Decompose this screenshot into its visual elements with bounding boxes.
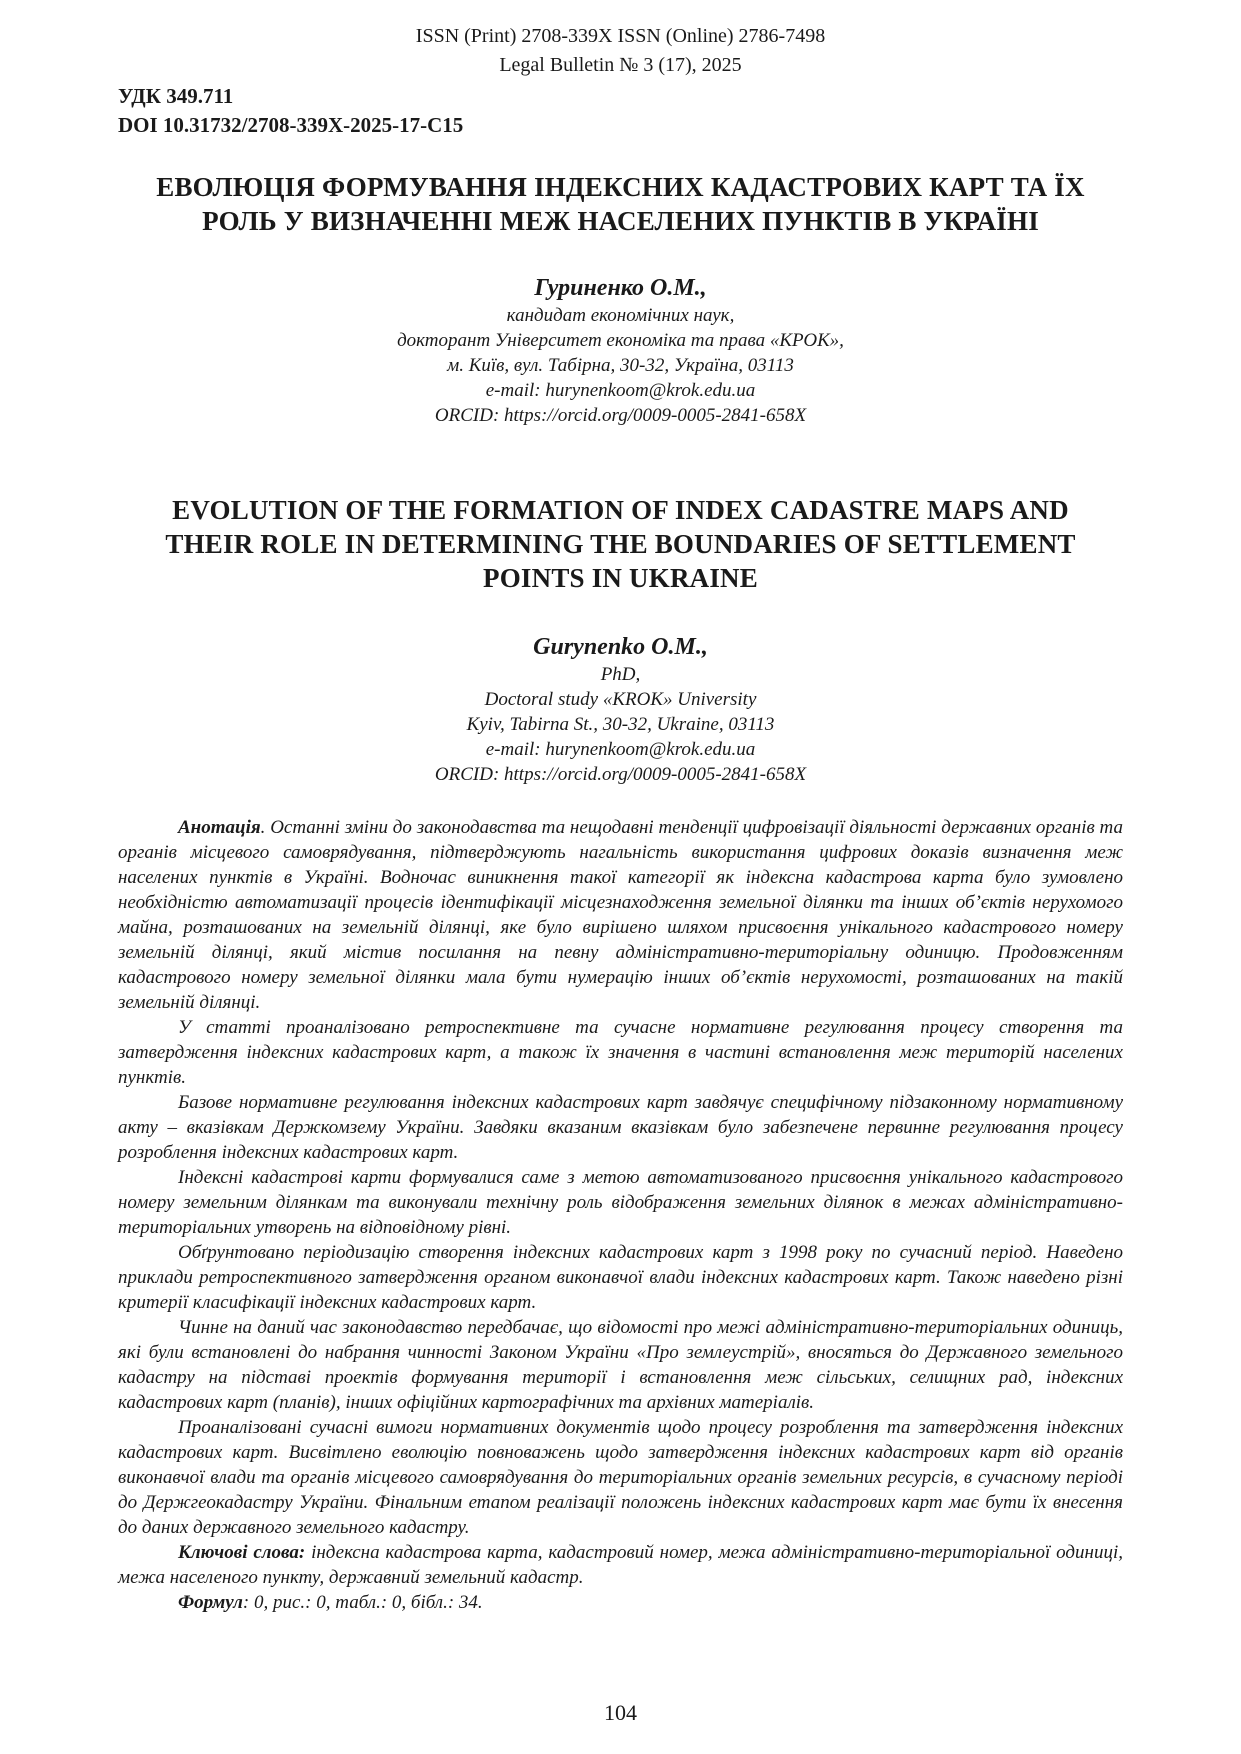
title-uk-line: РОЛЬ У ВИЗНАЧЕННІ МЕЖ НАСЕЛЕНИХ ПУНКТІВ В УКРАЇНІ	[202, 206, 1039, 236]
abstract-text: . Останні зміни до законодавства та нещодавні тенденції цифровізації діяльності державних органів та органів місцевого самоврядування, підтверджують нагальність використання цифрових доказів визначення меж населених пунктів в Україні. Водночас виникнення такої категорії як індексна кадастрова карта було зумовлено необхідністю автоматизації процесів ідентифікації місцезнаходження земельної ділянки та інших об’єктів нерухомого майна, розташованих на земельній ділянці, яке було вирішено шляхом присвоєння унікального кадастрового номеру земельній ділянці, який містив посилання на певну адміністративно-територіальну одиницю. Продовженням кадастрового номеру земельної ділянки мала бути нумерацію інших об’єктів нерухомості, розташованих на такій земельній ділянці.	[118, 817, 1123, 1013]
udk-code: УДК 349.711	[118, 84, 234, 108]
doi: DOI 10.31732/2708-339X-2025-17-C15	[118, 113, 464, 137]
author-orcid: ORCID: https://orcid.org/0009-0005-2841-658X	[434, 405, 807, 426]
abstract-paragraph: Обґрунтовано періодизацію створення індексних кадастрових карт з 1998 року по сучасний період. Наведено приклади ретроспективного затвердження органом виконавчої влади індексних кадастрових карт. Також наведено різні критерії класифікації індексних кадастрових карт.	[118, 1242, 1123, 1313]
keywords	[118, 1540, 1123, 1590]
author-email: e-mail: hurynenkoom@krok.edu.ua	[485, 739, 756, 760]
author-address: Kyiv, Tabirna St., 30-32, Ukraine, 03113	[466, 714, 775, 735]
keywords-text: індексна кадастрова карта, кадастровий номер, межа адміністративно-територіальної одиниці, межа населеного пункту, державний земельний кадастр.	[118, 1542, 1123, 1588]
title-english	[120, 493, 1121, 595]
formula-label: Формул	[178, 1592, 243, 1613]
journal-issue: Legal Bulletin № 3 (17), 2025	[499, 54, 742, 76]
abstract	[118, 815, 1123, 1615]
abstract-paragraph: У статті проаналізовано ретроспективне та сучасне нормативне регулювання процесу створення та затвердження індексних кадастрових карт, а також їх значення в частині встановлення меж територій населених пунктів.	[118, 1017, 1123, 1088]
journal-issn: ISSN (Print) 2708-339X ISSN (Online) 2786-7498	[415, 25, 826, 47]
abstract-paragraph: Чинне на даний час законодавство передбачає, що відомості про межі адміністративно-територіальних одиниць, які були встановлені до набрання чинності Законом України «Про землеустрій», вносяться до Державного земельного кадастру на підставі проектів формування території і встановлення меж сільських, селищних рад, індексних кадастрових карт (планів), інших офіційних картографічних та архівних матеріалів.	[118, 1317, 1123, 1413]
author-affiliation: докторант Університет економіка та права «КРОК»,	[397, 330, 844, 351]
author-degree: PhD,	[600, 664, 641, 685]
author-block-english	[120, 632, 1121, 787]
abstract-paragraph	[118, 815, 1123, 1015]
abstract-paragraph: Проаналізовані сучасні вимоги нормативних документів щодо процесу розроблення та затвердження індексних кадастрових карт. Висвітлено еволюцію повноважень щодо затвердження індексних кадастрових карт від органів виконавчої влади та органів місцевого самоврядування до територіальних органів земельних ресурсів, в сучасному періоді до Держгеокадастру України. Фінальним етапом реалізації положень індексних кадастрових карт має бути їх внесення до даних державного земельного кадастру.	[118, 1417, 1123, 1538]
author-address: м. Київ, вул. Табірна, 30-32, Україна, 03113	[447, 355, 794, 376]
author-name: Gurynenko O.M.,	[533, 634, 708, 660]
abstract-paragraph: Індексні кадастрові карти формувалися саме з метою автоматизованого присвоєння унікального кадастрового номеру земельним ділянкам та виконували технічну роль відображення земельних ділянок в межах адміністративно-територіальних утворень на відповідному рівні.	[118, 1167, 1123, 1238]
abstract-paragraph: Базове нормативне регулювання індексних кадастрових карт завдячує специфічному підзаконному нормативному акту – вказівкам Держкомзему України. Завдяки вказаним вказівкам було забезпечене первинне регулювання процесу розроблення індексних кадастрових карт.	[118, 1092, 1123, 1163]
title-en-line: THEIR ROLE IN DETERMINING THE BOUNDARIES OF SETTLEMENT	[165, 529, 1076, 559]
title-ukrainian	[120, 170, 1121, 238]
title-en-line: POINTS IN UKRAINE	[483, 563, 758, 593]
title-en-line: EVOLUTION OF THE FORMATION OF INDEX CADASTRE MAPS AND	[172, 495, 1069, 525]
title-uk-line: ЕВОЛЮЦІЯ ФОРМУВАННЯ ІНДЕКСНИХ КАДАСТРОВИХ КАРТ ТА ЇХ	[156, 172, 1085, 202]
author-degree: кандидат економічних наук,	[506, 305, 735, 326]
page-number: 104	[604, 1700, 637, 1725]
author-email: e-mail: hurynenkoom@krok.edu.ua	[485, 380, 756, 401]
author-orcid: ORCID: https://orcid.org/0009-0005-2841-658X	[434, 764, 807, 785]
abstract-label: Анотація	[178, 817, 261, 838]
author-affiliation: Doctoral study «KROK» University	[484, 689, 757, 710]
author-name: Гуриненко О.М.,	[534, 275, 707, 301]
formula-counts	[118, 1590, 1123, 1615]
keywords-label: Ключові слова:	[178, 1542, 306, 1563]
formula-text: : 0, рис.: 0, табл.: 0, бібл.: 34.	[242, 1592, 483, 1613]
author-block-ukrainian	[120, 273, 1121, 428]
